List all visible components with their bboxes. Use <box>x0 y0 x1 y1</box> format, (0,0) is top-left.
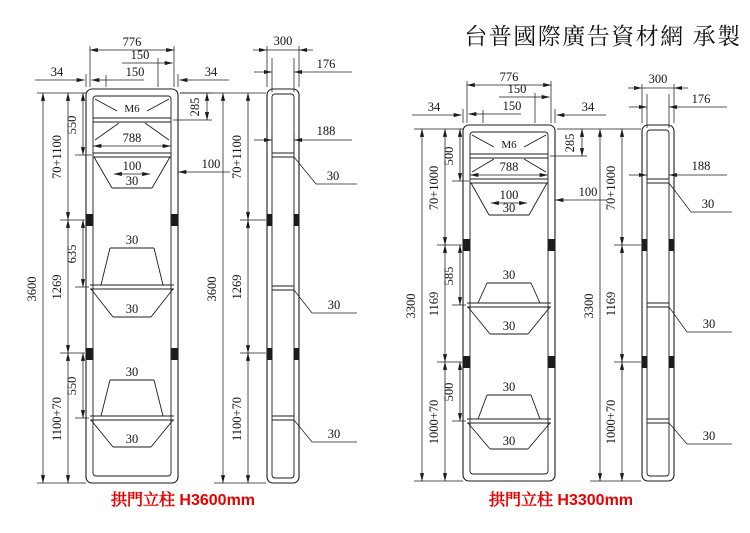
dim-tube: 30 <box>502 319 516 333</box>
joint-block <box>267 214 273 226</box>
dim-top-width: 776 <box>499 70 519 84</box>
dim-tube: 30 <box>327 298 341 312</box>
dim-cap-depth: 285 <box>188 97 202 117</box>
h3300-caption: 拱門立柱 H3300mm <box>488 492 634 509</box>
joint-block <box>669 239 675 251</box>
joint-block <box>267 348 273 360</box>
dim-seg-mid: 1269 <box>230 274 244 300</box>
h3600-front-outer-frame <box>86 89 178 483</box>
joint-block <box>86 348 94 360</box>
extension-lines <box>642 84 674 177</box>
dim-seg-bottom: 1000+70 <box>427 399 441 445</box>
joint-block <box>642 356 648 368</box>
dim-tube: 30 <box>327 427 341 441</box>
h3600-front-view <box>86 89 179 483</box>
dim-seg-bottom: 1000+70 <box>604 399 618 445</box>
dim-seg-bottom: 1100+70 <box>230 396 244 442</box>
dim-offset-a: 150 <box>130 48 150 62</box>
dim-inner-mid: 585 <box>442 266 456 286</box>
dim-total-height: 3600 <box>205 276 219 302</box>
dim-offset-a: 150 <box>507 82 527 96</box>
joint-block <box>463 239 471 251</box>
joint-block <box>86 214 94 226</box>
bolt-label: M6 <box>124 103 140 115</box>
dim-beam-span: 788 <box>122 131 142 145</box>
joint-block <box>294 214 300 226</box>
joint-block <box>669 356 675 368</box>
dim-inner-bottom: 550 <box>65 376 79 396</box>
dim-tube: 30 <box>125 432 139 446</box>
dim-inner-top: 500 <box>442 146 456 166</box>
joint-block <box>294 348 300 360</box>
dim-seg-mid: 1269 <box>50 274 64 300</box>
dim-pocket-width: 100 <box>122 159 142 173</box>
dim-edge-left: 34 <box>427 100 441 114</box>
dim-top-width: 776 <box>122 35 142 49</box>
dim-seg-mid: 1169 <box>427 291 441 317</box>
dim-side-inner-beam: 188 <box>316 124 336 138</box>
h3600-side-dimensions <box>180 34 357 483</box>
dim-pocket-tube: 30 <box>125 174 139 188</box>
dim-side-inner-top: 176 <box>316 57 336 71</box>
dim-side-width: 300 <box>648 72 668 86</box>
h3300-side-dimensions <box>557 72 732 481</box>
dim-pocket-width: 100 <box>499 188 519 202</box>
h3300-side-view <box>642 125 675 481</box>
extension-lines <box>37 93 92 483</box>
dim-edge-right: 34 <box>581 100 595 114</box>
dim-side-inner-top: 176 <box>691 92 711 106</box>
dim-offset-b: 150 <box>125 65 145 79</box>
joint-block <box>642 239 648 251</box>
dim-tube: 30 <box>502 380 516 394</box>
dim-inner-mid: 635 <box>65 244 79 264</box>
leader-lines <box>669 183 732 444</box>
h3600-caption: 拱門立柱 H3600mm <box>110 492 256 509</box>
dim-total-height: 3300 <box>404 293 418 319</box>
h3600-side-view <box>267 89 300 483</box>
page-title: 台普國際廣告資材網 承製 <box>464 23 742 49</box>
dim-pocket-offset: 100 <box>201 157 221 171</box>
dim-tube: 30 <box>502 434 516 448</box>
dim-tube: 30 <box>701 197 715 211</box>
leader-lines <box>294 157 357 442</box>
joint-block <box>171 348 179 360</box>
dim-inner-bottom: 500 <box>442 382 456 402</box>
joint-block <box>171 214 179 226</box>
dim-edge-left: 34 <box>50 65 64 79</box>
dim-seg-top: 70+1000 <box>604 165 618 211</box>
dim-tube: 30 <box>125 302 139 316</box>
dim-pocket-tube: 30 <box>502 201 516 215</box>
dim-edge-right: 34 <box>204 65 218 79</box>
bolt-label: M6 <box>501 139 517 151</box>
joint-block <box>463 356 471 368</box>
dim-tube: 30 <box>125 365 139 379</box>
dim-offset-b: 150 <box>502 99 522 113</box>
dim-tube: 30 <box>326 169 340 183</box>
h3300-side-beams <box>647 179 669 423</box>
h3600-side-beams <box>272 153 294 420</box>
dim-side-inner-beam: 188 <box>691 159 711 173</box>
dim-seg-mid: 1169 <box>604 291 618 317</box>
dim-side-width: 300 <box>273 34 293 48</box>
joint-block <box>548 356 556 368</box>
dim-total-height: 3600 <box>25 276 39 302</box>
dim-pocket-offset: 100 <box>578 185 598 199</box>
extension-lines <box>557 129 641 481</box>
dim-total-height: 3300 <box>582 293 596 319</box>
joint-block <box>548 239 556 251</box>
dim-beam-span: 788 <box>499 160 519 174</box>
dim-tube: 30 <box>125 233 139 247</box>
dim-tube: 30 <box>702 429 716 443</box>
dim-seg-top: 70+1000 <box>427 165 441 211</box>
dim-inner-top: 550 <box>65 115 79 135</box>
h3300-front-view <box>463 125 556 481</box>
dim-tube: 30 <box>502 268 516 282</box>
dim-cap-depth: 285 <box>563 133 577 153</box>
dim-seg-top: 70+1100 <box>50 134 64 180</box>
dim-tube: 30 <box>702 317 716 331</box>
dim-seg-top: 70+1100 <box>230 134 244 180</box>
dim-seg-bottom: 1100+70 <box>50 396 64 442</box>
